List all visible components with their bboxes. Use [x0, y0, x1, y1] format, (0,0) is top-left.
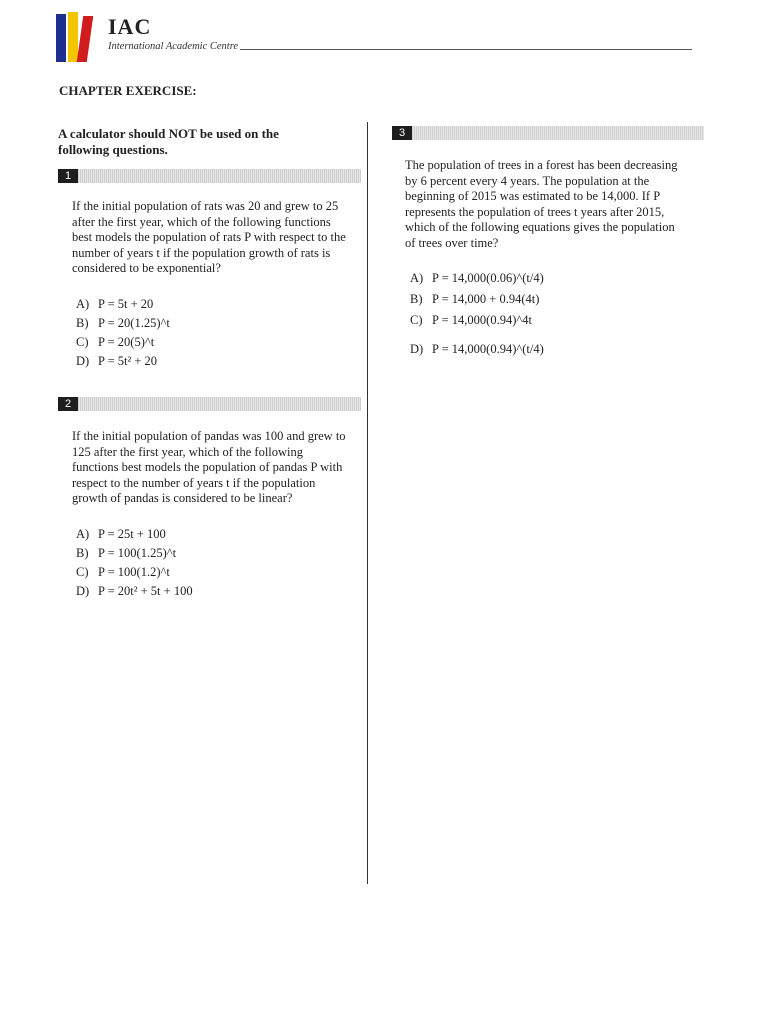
question-2-options — [76, 525, 193, 601]
question-3-options — [410, 268, 544, 360]
question-number: 1 — [58, 169, 78, 183]
iac-logo — [56, 12, 96, 64]
chapter-title: CHAPTER EXERCISE: — [59, 83, 197, 98]
question-1-header — [58, 169, 361, 183]
question-2-header — [58, 397, 361, 411]
question-1-options — [76, 295, 170, 371]
logo-yellow-bar — [68, 12, 78, 62]
logo-blue-bar — [56, 14, 66, 62]
brand-name: IAC — [108, 14, 152, 39]
header-rule — [240, 49, 692, 50]
question-number: 3 — [392, 126, 412, 140]
option-b[interactable]: B) P = 20(1.25)^t — [76, 316, 170, 330]
option-d[interactable]: D) P = 5t² + 20 — [76, 354, 158, 368]
option-b[interactable]: B) P = 14,000 + 0.94(4t) — [410, 292, 540, 306]
option-d[interactable]: D) P = 14,000(0.94)^(t/4) — [410, 342, 544, 356]
option-b[interactable]: B) P = 100(1.25)^t — [76, 546, 177, 560]
question-1-text: If the initial population of rats was 20 and grew to 25 after the first year, which of the following functions best models the population of rats P with respect to the number of years t if the population growth of rats is considered to be exponential? — [72, 199, 346, 275]
brand-subtitle: International Academic Centre — [108, 41, 239, 52]
option-a[interactable]: A) P = 25t + 100 — [76, 527, 166, 541]
question-3-header — [392, 126, 704, 140]
question-3-text: The population of trees in a forest has been decreasing by 6 percent every 4 years. The population at the beginning of 2015 was estimated to be 14,000. If P represents the population of trees t years after 2015, which of the following equations gives the population of trees over time? — [405, 158, 678, 250]
option-c[interactable]: C) P = 20(5)^t — [76, 335, 155, 349]
option-c[interactable]: C) P = 14,000(0.94)^4t — [410, 313, 532, 327]
option-a[interactable]: A) P = 5t + 20 — [76, 297, 154, 311]
column-divider — [367, 122, 368, 884]
question-2-text: If the initial population of pandas was 100 and grew to 125 after the first year, which of the following functions best models the population of pandas P with respect to the number of years t if the population growth of pandas is considered to be linear? — [72, 429, 346, 505]
instructions: A calculator should NOT be used on the following questions. — [58, 126, 279, 157]
question-number: 2 — [58, 397, 78, 411]
brand — [108, 14, 238, 52]
option-d[interactable]: D) P = 20t² + 5t + 100 — [76, 584, 193, 598]
logo-red-bar — [77, 16, 93, 62]
option-c[interactable]: C) P = 100(1.2)^t — [76, 565, 170, 579]
option-a[interactable]: A) P = 14,000(0.06)^(t/4) — [410, 271, 544, 285]
